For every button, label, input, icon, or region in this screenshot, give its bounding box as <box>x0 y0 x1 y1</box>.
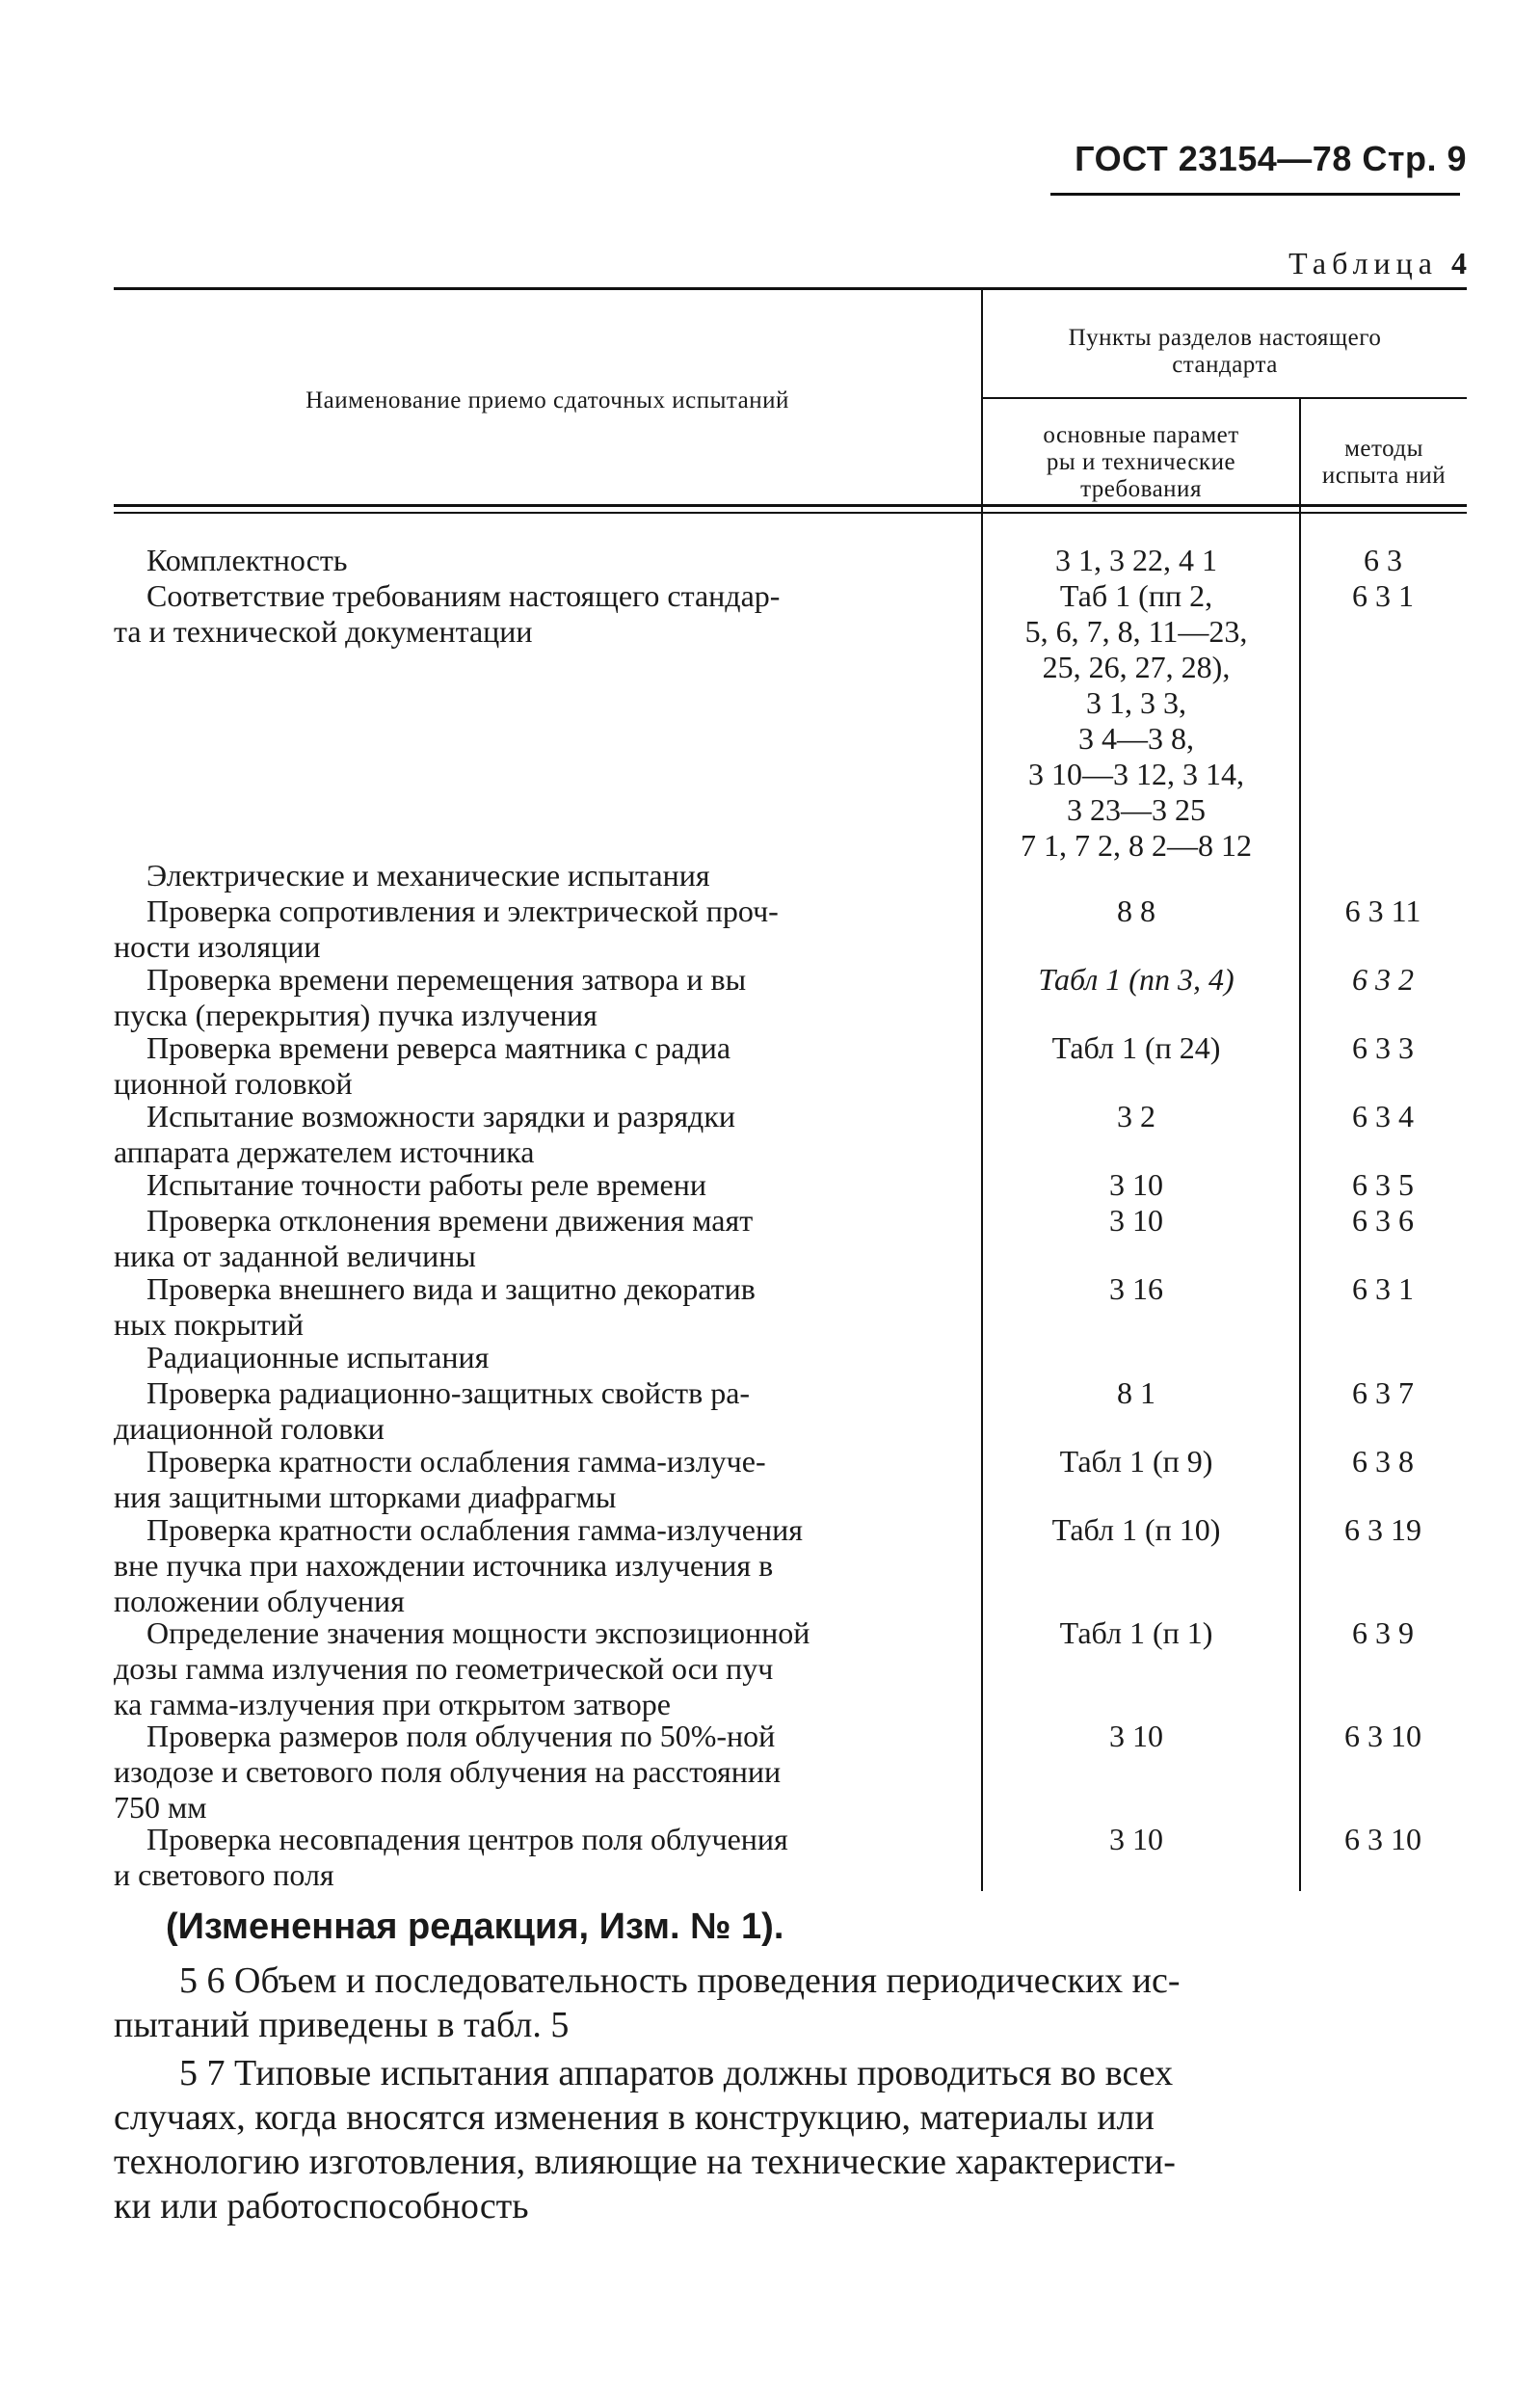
row-params-line: 7 1, 7 2, 8 2—8 12 <box>1021 828 1252 863</box>
row-methods <box>1301 1167 1465 1203</box>
row-params-line: 3 1, 3 3, <box>1086 685 1186 720</box>
row-name <box>114 578 943 650</box>
row-params-line: 3 2 <box>1117 1099 1155 1133</box>
row-methods-line: 6 3 10 <box>1344 1719 1421 1753</box>
row-name-line: ка гамма-излучения при открытом затворе <box>114 1687 671 1721</box>
row-methods-line: 6 3 7 <box>1352 1375 1414 1410</box>
row-name <box>114 1822 943 1893</box>
paragraph-5-6 <box>114 1959 1467 2047</box>
row-name <box>114 543 943 578</box>
row-name-line: вне пучка при нахождении источника излучения в <box>114 1548 774 1583</box>
header-bottom-rule-2 <box>114 512 1467 514</box>
row-name-line: Проверка времени реверса маятника с радиа <box>146 1030 731 1065</box>
row-methods <box>1301 1271 1465 1307</box>
row-methods <box>1301 1375 1465 1411</box>
row-params-line: 3 10 <box>1109 1822 1163 1856</box>
row-name <box>114 1340 943 1375</box>
row-methods-line: 6 3 2 <box>1352 962 1414 997</box>
row-methods <box>1301 893 1465 929</box>
row-name-line: Проверка несовпадения центров поля облучения <box>146 1822 788 1856</box>
row-name <box>114 1615 943 1722</box>
row-params <box>981 1203 1291 1239</box>
group-header-rule <box>981 397 1467 399</box>
row-name-line: Проверка размеров поля облучения по 50%-ной <box>146 1719 776 1753</box>
group-header-line: стандарта <box>1172 352 1278 378</box>
row-name-line: ных покрытий <box>114 1307 305 1342</box>
row-name <box>114 1203 943 1274</box>
row-name <box>114 1030 943 1102</box>
table-caption-number: 4 <box>1451 246 1467 280</box>
header-bottom-rule-1 <box>114 504 1467 507</box>
row-methods-line: 6 3 <box>1364 543 1402 577</box>
row-name-line: Испытание точности работы реле времени <box>146 1167 706 1202</box>
row-params-line: 3 10 <box>1109 1203 1163 1238</box>
row-params-line: 8 1 <box>1117 1375 1155 1410</box>
group-column-header <box>983 325 1467 379</box>
row-methods <box>1301 543 1465 578</box>
row-params <box>981 1375 1291 1411</box>
row-name <box>114 1719 943 1826</box>
row-name <box>114 893 943 965</box>
row-params-line: Табл 1 (пп 3, 4) <box>1038 962 1235 997</box>
row-methods-line: 6 3 11 <box>1344 893 1421 928</box>
paragraph-line: ки или работоспособность <box>114 2186 529 2226</box>
row-params-line: 3 16 <box>1109 1271 1163 1306</box>
row-name-line: Проверка кратности ослабления гамма-излучения <box>146 1512 803 1547</box>
row-name-line: ния защитными шторками диафрагмы <box>114 1479 617 1514</box>
row-methods-line: 6 3 1 <box>1352 578 1414 613</box>
row-name <box>114 1271 943 1343</box>
edited-note: (Измененная редакция, Изм. № 1). <box>166 1906 784 1947</box>
row-params-line: 3 1, 3 22, 4 1 <box>1055 543 1217 577</box>
row-name-line: и светового поля <box>114 1857 334 1892</box>
row-name-line: ционной головкой <box>114 1066 353 1101</box>
row-methods <box>1301 1203 1465 1239</box>
row-params-line: Табл 1 (п 24) <box>1051 1030 1221 1065</box>
row-methods <box>1301 1512 1465 1548</box>
table-caption <box>1243 246 1467 281</box>
row-methods-line: 6 3 19 <box>1344 1512 1421 1547</box>
row-methods <box>1301 1099 1465 1134</box>
row-methods-line: 6 3 3 <box>1352 1030 1414 1065</box>
row-name <box>114 1375 943 1447</box>
row-params-line: 3 10 <box>1109 1167 1163 1202</box>
row-params-line: 3 10—3 12, 3 14, <box>1028 757 1244 791</box>
row-methods-line: 6 3 8 <box>1352 1444 1414 1479</box>
group-header-line: Пункты разделов настоящего <box>1068 325 1382 351</box>
row-params <box>981 1512 1291 1548</box>
row-params <box>981 1615 1291 1651</box>
row-name-line: аппарата держателем источника <box>114 1134 535 1169</box>
page-header: ГОСТ 23154—78 Стр. 9 <box>1075 139 1467 178</box>
row-params-line: 8 8 <box>1117 893 1155 928</box>
row-name-line: диационной головки <box>114 1411 385 1446</box>
row-name-line: Проверка внешнего вида и защитно декоратив <box>146 1271 756 1306</box>
row-methods <box>1301 1822 1465 1857</box>
row-methods <box>1301 1719 1465 1754</box>
row-params <box>981 1822 1291 1857</box>
table-caption-word: Таблица <box>1288 246 1438 280</box>
row-params <box>981 1719 1291 1754</box>
params-header-line: требования <box>1080 476 1202 502</box>
paragraph-line: технологию изготовления, влияющие на технические характеристи- <box>114 2142 1176 2182</box>
column-divider-2 <box>1299 399 1301 1891</box>
row-name-line: изодозе и светового поля облучения на расстоянии <box>114 1754 782 1789</box>
row-params-line: 3 23—3 25 <box>1067 792 1206 827</box>
paragraph-line: 5 6 Объем и последовательность проведения периодических ис- <box>179 1960 1181 2001</box>
row-params <box>981 1030 1291 1066</box>
row-methods <box>1301 1030 1465 1066</box>
row-params <box>981 543 1291 578</box>
row-name <box>114 858 943 893</box>
row-methods <box>1301 1444 1465 1479</box>
row-params <box>981 893 1291 929</box>
name-column-header: Наименование приемо сдаточных испытаний <box>305 387 789 413</box>
row-params-line: Табл 1 (п 10) <box>1051 1512 1221 1547</box>
row-methods <box>1301 1615 1465 1651</box>
row-name-line: Проверка радиационно-защитных свойств ра- <box>146 1375 751 1410</box>
params-header-line: ры и технические <box>1046 449 1236 475</box>
row-name-line: Определение значения мощности экспозиционной <box>146 1615 810 1650</box>
row-methods-line: 6 3 6 <box>1352 1203 1414 1238</box>
row-params-line: 3 4—3 8, <box>1078 721 1194 756</box>
row-name-line: пуска (перекрытия) пучка излучения <box>114 998 597 1032</box>
row-name-line: Электрические и механические испытания <box>146 858 710 893</box>
row-params <box>981 1099 1291 1134</box>
row-params <box>981 578 1291 864</box>
row-params-line: 25, 26, 27, 28), <box>1042 650 1231 684</box>
row-name-line: Проверка кратности ослабления гамма-излуче- <box>146 1444 766 1479</box>
methods-header-line: испыта ний <box>1321 463 1447 489</box>
row-params <box>981 1271 1291 1307</box>
row-name <box>114 962 943 1033</box>
row-name <box>114 1444 943 1515</box>
row-name-line: Радиационные испытания <box>146 1340 490 1374</box>
row-name-line: Проверка времени перемещения затвора и вы <box>146 962 747 997</box>
row-methods-line: 6 3 5 <box>1352 1167 1414 1202</box>
paragraph-line: 5 7 Типовые испытания аппаратов должны проводиться во всех <box>179 2053 1174 2093</box>
methods-column-header <box>1301 436 1467 490</box>
row-name-line: положении облучения <box>114 1584 405 1618</box>
paragraph-line: пытаний приведены в табл. 5 <box>114 2005 570 2045</box>
row-name-line: Проверка сопротивления и электрической проч- <box>146 893 779 928</box>
row-methods-line: 6 3 4 <box>1352 1099 1414 1133</box>
params-column-header <box>983 422 1299 503</box>
paragraph-5-7 <box>114 2051 1467 2228</box>
row-params-line: Таб 1 (пп 2, <box>1059 578 1213 613</box>
row-methods <box>1301 578 1465 614</box>
row-name <box>114 1512 943 1619</box>
row-name-line: ника от заданной величины <box>114 1239 476 1273</box>
row-params <box>981 962 1291 998</box>
row-name <box>114 1167 943 1203</box>
row-params-line: 3 10 <box>1109 1719 1163 1753</box>
row-name-line: дозы гамма излучения по геометрической оси пуч <box>114 1651 774 1686</box>
row-methods-line: 6 3 10 <box>1344 1822 1421 1856</box>
row-params <box>981 1167 1291 1203</box>
row-name <box>114 1099 943 1170</box>
table-top-rule <box>114 287 1467 290</box>
row-name-line: 750 мм <box>114 1790 207 1825</box>
methods-header-line: методы <box>1344 436 1423 462</box>
row-name-line: Испытание возможности зарядки и разрядки <box>146 1099 735 1133</box>
row-methods-line: 6 3 9 <box>1352 1615 1414 1650</box>
row-params <box>981 1444 1291 1479</box>
row-name-line: та и технической документации <box>114 614 533 649</box>
header-rule <box>1050 193 1460 196</box>
row-params-line: Табл 1 (п 9) <box>1059 1444 1213 1479</box>
row-methods-line: 6 3 1 <box>1352 1271 1414 1306</box>
row-params-line: 5, 6, 7, 8, 11—23, <box>1024 614 1248 649</box>
row-name-line: Соответствие требованиям настоящего стандар- <box>146 578 781 613</box>
params-header-line: основные парамет <box>1043 422 1239 448</box>
row-name-line: ности изоляции <box>114 929 321 964</box>
paragraph-line: случаях, когда вносятся изменения в конструкцию, материалы или <box>114 2097 1155 2138</box>
row-name-line: Проверка отклонения времени движения маят <box>146 1203 754 1238</box>
row-params-line: Табл 1 (п 1) <box>1059 1615 1213 1650</box>
row-name-line: Комплектность <box>146 543 348 577</box>
row-methods <box>1301 962 1465 998</box>
